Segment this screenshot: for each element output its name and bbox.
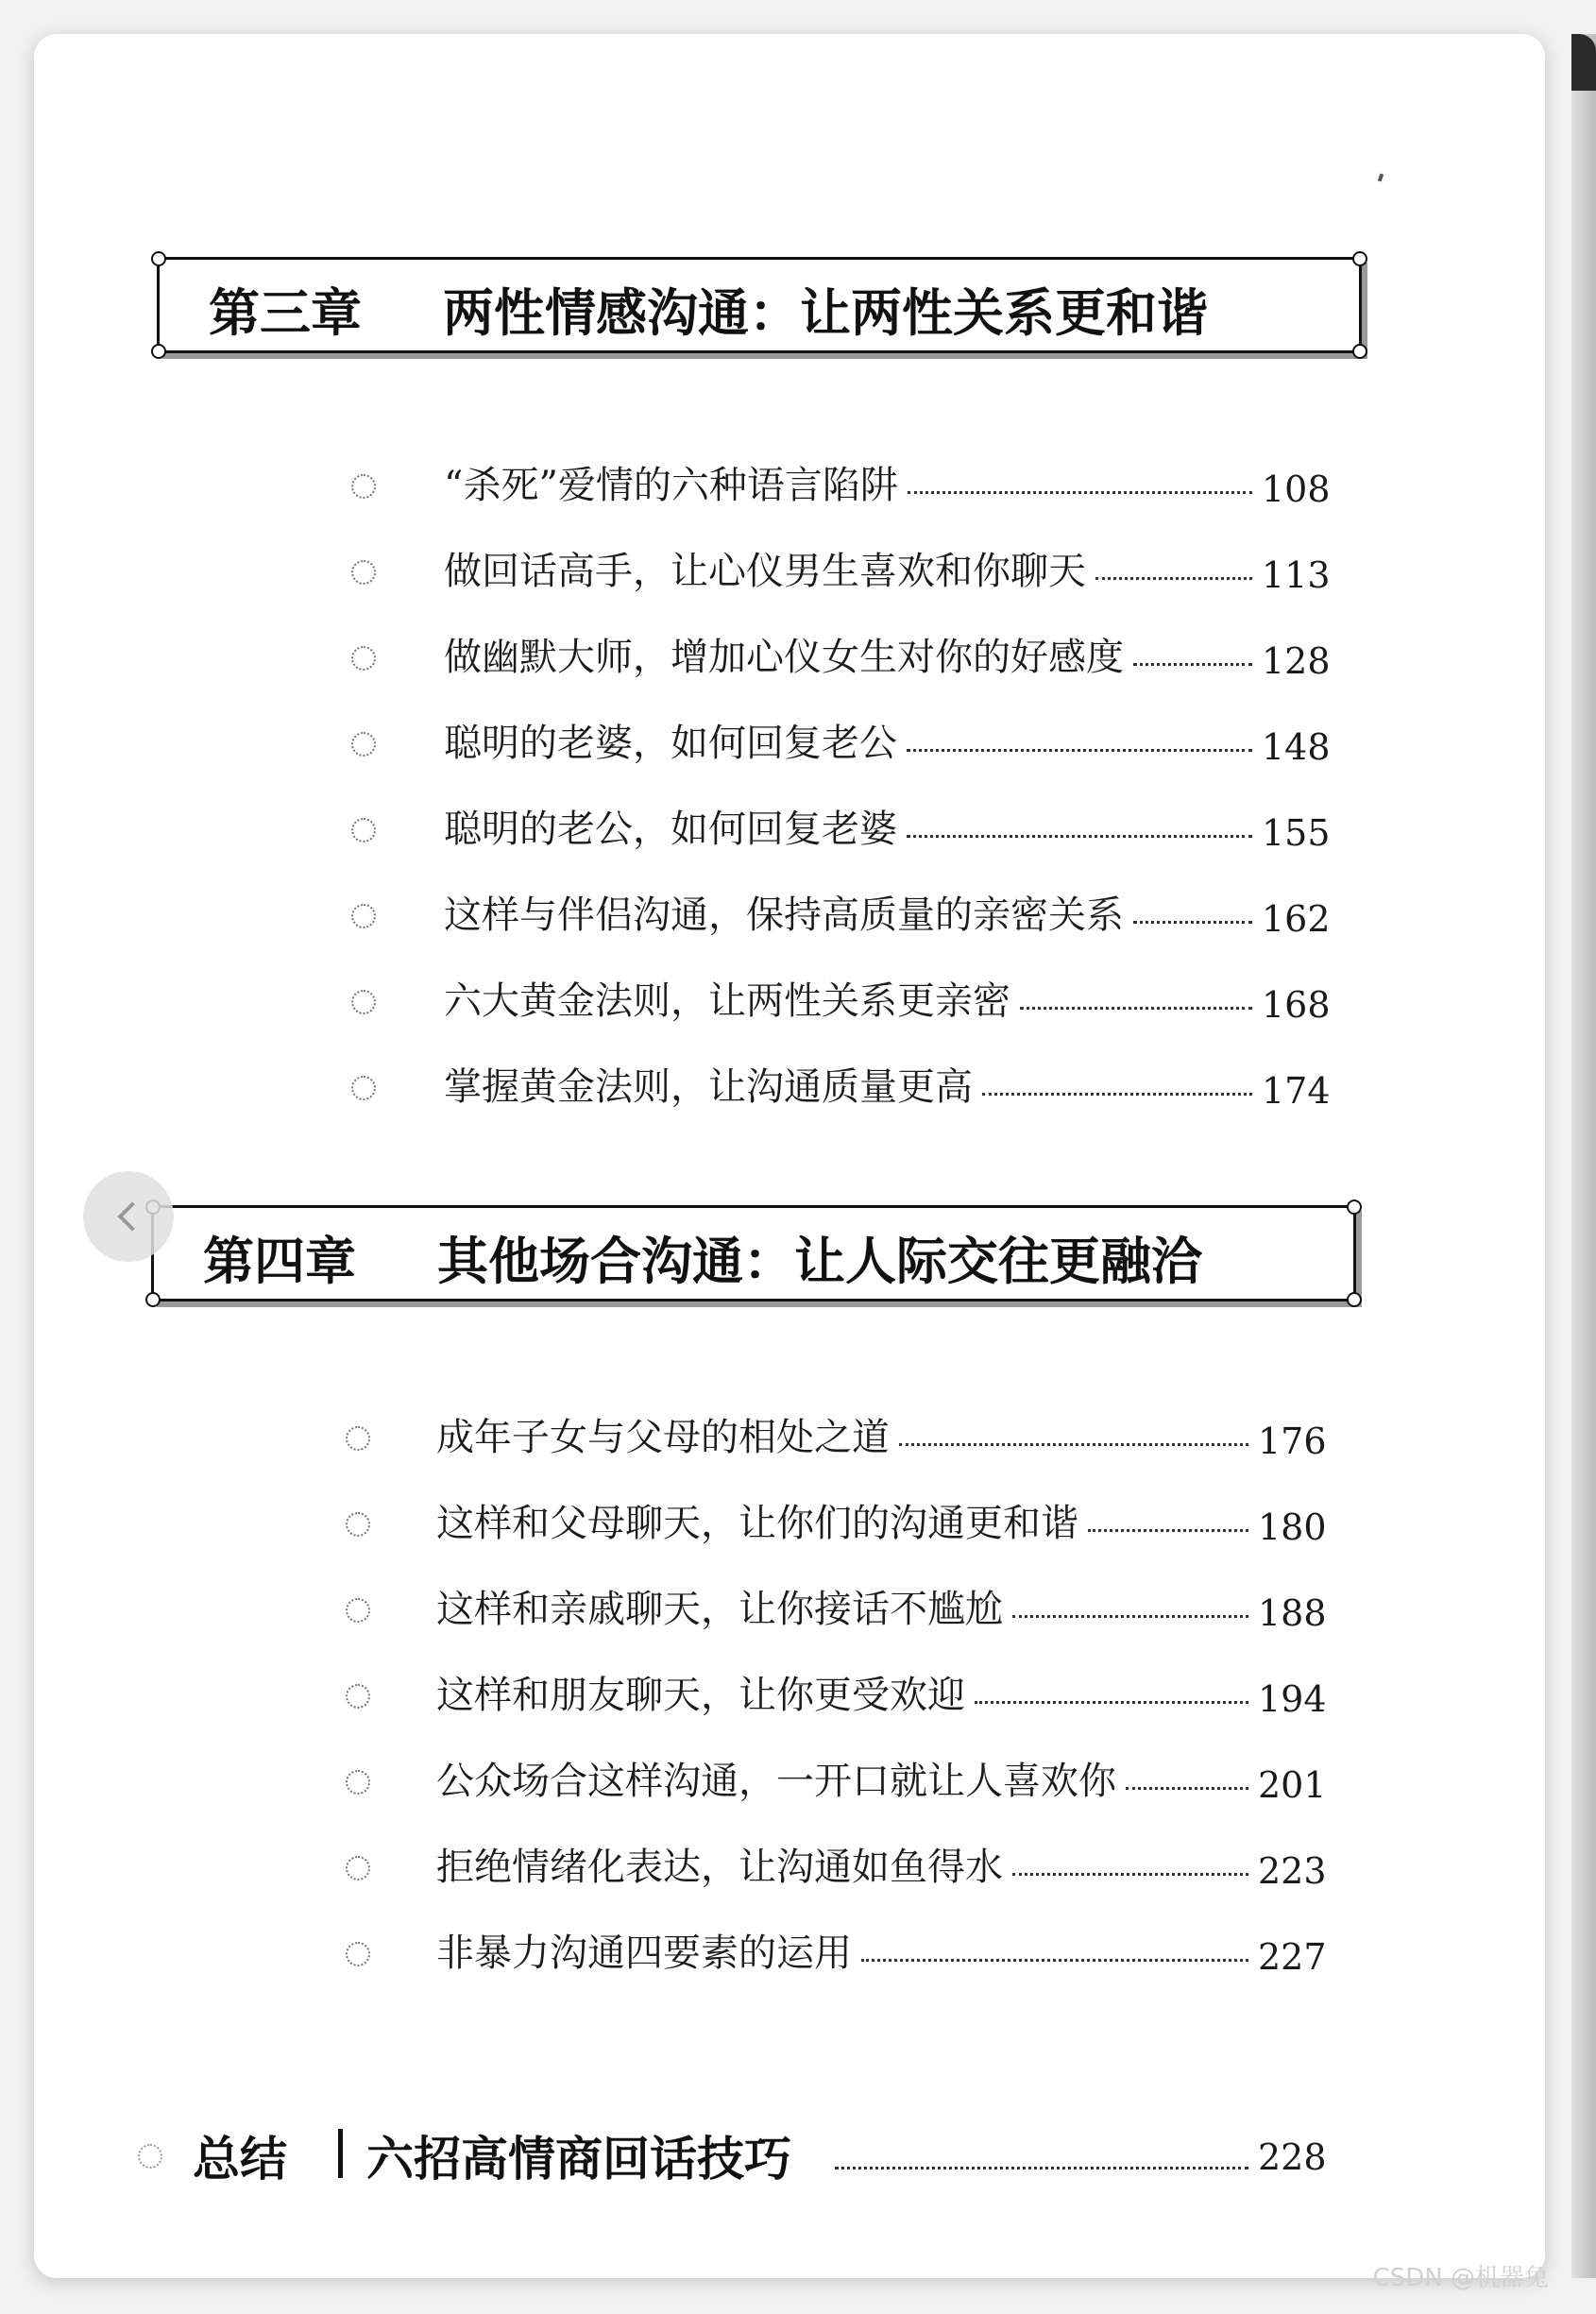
toc-entry-title: 这样和父母聊天，让你们的沟通更和谐 xyxy=(436,1502,1078,1545)
toc-entry[interactable] xyxy=(34,1753,1545,1810)
dot-leader xyxy=(835,2167,1248,2169)
bullet-icon xyxy=(346,1684,370,1709)
dot-leader xyxy=(907,835,1252,838)
toc-entry[interactable] xyxy=(34,715,1545,772)
toc-page-number: 162 xyxy=(1262,898,1331,940)
toc-page-number: 113 xyxy=(1262,554,1331,596)
toc-entry[interactable] xyxy=(34,1839,1545,1896)
bullet-icon xyxy=(346,1512,370,1537)
toc-entry-title: 做幽默大师，增加心仪女生对你的好感度 xyxy=(444,636,1124,679)
bullet-icon xyxy=(351,818,376,842)
toc-entry[interactable] xyxy=(34,1059,1545,1115)
corner-ornament xyxy=(1347,1292,1362,1307)
toc-entry-title: 这样和朋友聊天，让你更受欢迎 xyxy=(436,1674,965,1717)
bullet-icon xyxy=(346,1598,370,1623)
chapter-3-title: 两性情感沟通：让两性关系更和谐 xyxy=(443,283,1208,343)
dot-leader xyxy=(975,1701,1248,1704)
bullet-icon xyxy=(138,2144,162,2169)
toc-entry-title: 做回话高手，让心仪男生喜欢和你聊天 xyxy=(444,550,1086,593)
dot-leader xyxy=(1126,1787,1248,1790)
scan-speck xyxy=(1378,174,1384,182)
toc-entry[interactable] xyxy=(34,629,1545,686)
toc-entry-title: 拒绝情绪化表达，让沟通如鱼得水 xyxy=(436,1846,1003,1889)
summary-label: 总结 xyxy=(193,2132,287,2186)
chapter-4-header xyxy=(151,1205,1356,1302)
document-page xyxy=(34,34,1545,2278)
toc-entry-title: 这样和亲戚聊天，让你接话不尴尬 xyxy=(436,1588,1003,1631)
bullet-icon xyxy=(351,1076,376,1100)
toc-entry-title: 这样与伴侣沟通，保持高质量的亲密关系 xyxy=(444,893,1124,937)
chapter-3-number: 第三章 xyxy=(209,283,362,343)
watermark: CSDN @机器兔 xyxy=(1372,2264,1549,2292)
dot-leader xyxy=(1020,1007,1252,1010)
toc-entry[interactable] xyxy=(34,543,1545,600)
toc-entry-title: 六大黄金法则，让两性关系更亲密 xyxy=(444,979,1010,1023)
toc-entry[interactable] xyxy=(34,1581,1545,1638)
page-corner-shadow xyxy=(1571,34,1596,91)
toc-entry[interactable] xyxy=(34,1667,1545,1724)
toc-entry[interactable] xyxy=(34,801,1545,858)
toc-entry[interactable] xyxy=(34,887,1545,944)
toc-entry-title: 聪明的老婆，如何回复老公 xyxy=(444,722,897,765)
toc-page-number: 188 xyxy=(1258,1592,1327,1634)
bullet-icon xyxy=(346,1770,370,1795)
corner-ornament xyxy=(145,1292,161,1307)
toc-page-number: 201 xyxy=(1258,1764,1327,1806)
dot-leader xyxy=(899,1443,1248,1446)
previous-page-button[interactable] xyxy=(83,1171,174,1262)
dot-leader xyxy=(1095,577,1252,580)
corner-ornament xyxy=(151,251,166,266)
chapter-4-title: 其他场合沟通：让人际交往更融洽 xyxy=(437,1232,1202,1291)
toc-page-number: 176 xyxy=(1258,1421,1327,1462)
toc-entry-title: “杀死”爱情的六种语言陷阱 xyxy=(444,464,898,507)
bullet-icon xyxy=(351,474,376,499)
bullet-icon xyxy=(346,1426,370,1451)
corner-ornament xyxy=(151,344,166,359)
toc-entry[interactable] xyxy=(34,1495,1545,1552)
toc-page-number: 174 xyxy=(1262,1070,1331,1112)
dot-leader xyxy=(907,749,1252,752)
dot-leader xyxy=(982,1093,1252,1096)
toc-page-number: 155 xyxy=(1262,812,1331,854)
toc-page-number: 223 xyxy=(1258,1850,1327,1892)
toc-page-number: 227 xyxy=(1258,1936,1327,1978)
toc-entry[interactable] xyxy=(34,1925,1545,1982)
summary-page-number: 228 xyxy=(1258,2136,1327,2178)
bullet-icon xyxy=(351,732,376,757)
bullet-icon xyxy=(351,646,376,671)
dot-leader xyxy=(908,491,1252,494)
toc-page-number: 168 xyxy=(1262,984,1331,1026)
bullet-icon xyxy=(346,1942,370,1966)
toc-entry-title: 公众场合这样沟通，一开口就让人喜欢你 xyxy=(436,1760,1116,1803)
dot-leader xyxy=(1012,1615,1248,1618)
toc-page-number: 180 xyxy=(1258,1506,1327,1548)
toc-entry-title: 掌握黄金法则，让沟通质量更高 xyxy=(444,1065,973,1109)
toc-entry-title: 成年子女与父母的相处之道 xyxy=(436,1416,890,1459)
toc-entry-title: 非暴力沟通四要素的运用 xyxy=(436,1931,852,1975)
toc-entry[interactable] xyxy=(34,1409,1545,1466)
dot-leader xyxy=(1012,1873,1248,1876)
bullet-icon xyxy=(351,904,376,928)
chapter-4-number: 第四章 xyxy=(203,1232,356,1291)
summary-title: 六招高情商回话技巧 xyxy=(366,2132,791,2186)
toc-page-number: 128 xyxy=(1262,640,1331,682)
corner-ornament xyxy=(1352,251,1367,266)
toc-page-number: 108 xyxy=(1262,468,1331,510)
toc-page-number: 148 xyxy=(1262,726,1331,768)
chevron-left-icon xyxy=(117,1201,146,1231)
corner-ornament xyxy=(1352,344,1367,359)
toc-entry[interactable] xyxy=(34,457,1545,514)
toc-page-number: 194 xyxy=(1258,1678,1327,1720)
dot-leader xyxy=(1133,663,1252,666)
bullet-icon xyxy=(346,1856,370,1880)
adjacent-page-edge xyxy=(1571,34,1596,2278)
corner-ornament xyxy=(1347,1200,1362,1215)
dot-leader xyxy=(861,1959,1248,1962)
summary-separator xyxy=(338,2129,343,2178)
bullet-icon xyxy=(351,560,376,585)
toc-entry-title: 聪明的老公，如何回复老婆 xyxy=(444,808,897,851)
dot-leader xyxy=(1088,1529,1248,1532)
chapter-3-header xyxy=(157,257,1362,353)
toc-entry[interactable] xyxy=(34,973,1545,1029)
bullet-icon xyxy=(351,990,376,1014)
dot-leader xyxy=(1133,921,1252,924)
